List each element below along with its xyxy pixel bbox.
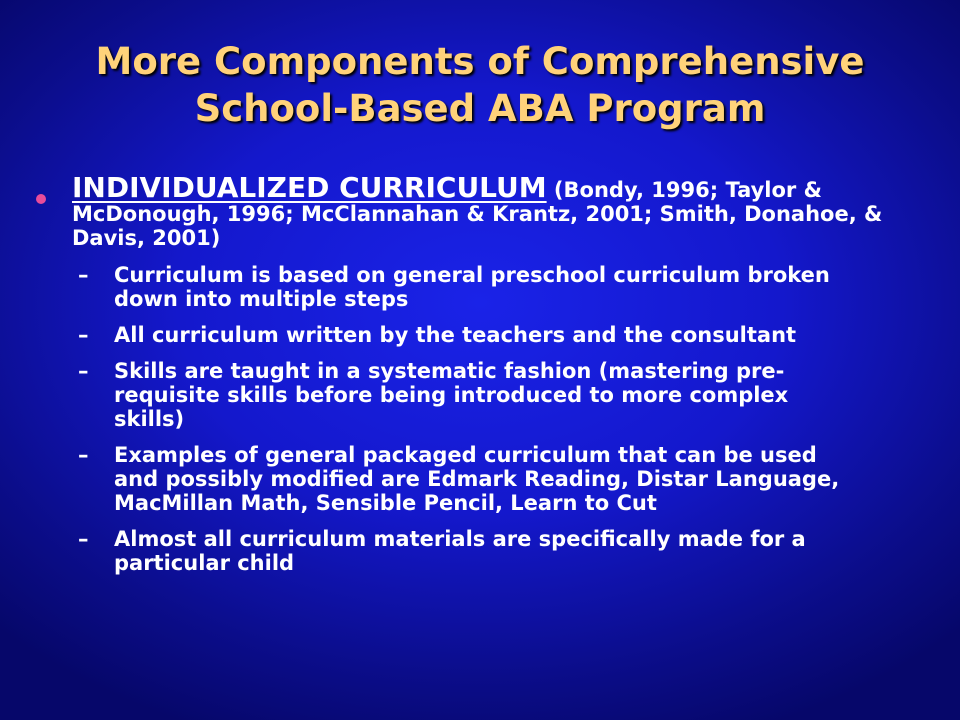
sub-bullet-text: Almost all curriculum materials are specifically made for a particular child xyxy=(114,527,806,575)
main-bullet-heading: INDIVIDUALIZED CURRICULUM xyxy=(72,171,547,204)
sub-bullet-text: Examples of general packaged curriculum that can be used and possibly modified are Edmark Reading, Distar Language, MacMillan Math, Sensible Pencil, Learn to Cut xyxy=(114,443,840,515)
dash-icon: – xyxy=(78,527,89,551)
sub-bullet-item xyxy=(78,263,848,311)
sub-bullet-text: Skills are taught in a systematic fashion (mastering pre-requisite skills before being introduced to more complex skills) xyxy=(114,359,789,431)
sub-bullet-item xyxy=(78,359,848,431)
bullet-dot-icon xyxy=(36,194,46,204)
slide-title-line-1: More Components of Comprehensive xyxy=(95,40,865,83)
bullet-list xyxy=(34,171,914,587)
main-bullet-citation: (Bondy, 1996; Taylor & McDonough, 1996; McClannahan & Krantz, 2001; Smith, Donahoe, & Davis, 2001) xyxy=(72,178,883,250)
dash-icon: – xyxy=(78,443,89,467)
main-bullet-item xyxy=(34,171,914,250)
sub-bullet-text: Curriculum is based on general preschool curriculum broken down into multiple steps xyxy=(114,263,830,311)
dash-icon: – xyxy=(78,263,89,287)
sub-bullet-list xyxy=(34,263,848,575)
dash-icon: – xyxy=(78,323,89,347)
sub-bullet-item xyxy=(78,527,848,575)
sub-bullet-item xyxy=(78,443,848,515)
dash-icon: – xyxy=(78,359,89,383)
sub-bullet-item xyxy=(78,323,848,347)
sub-bullet-text: All curriculum written by the teachers and the consultant xyxy=(114,323,797,347)
slide-title-line-2: School-Based ABA Program xyxy=(194,87,766,130)
slide-title xyxy=(0,38,960,132)
